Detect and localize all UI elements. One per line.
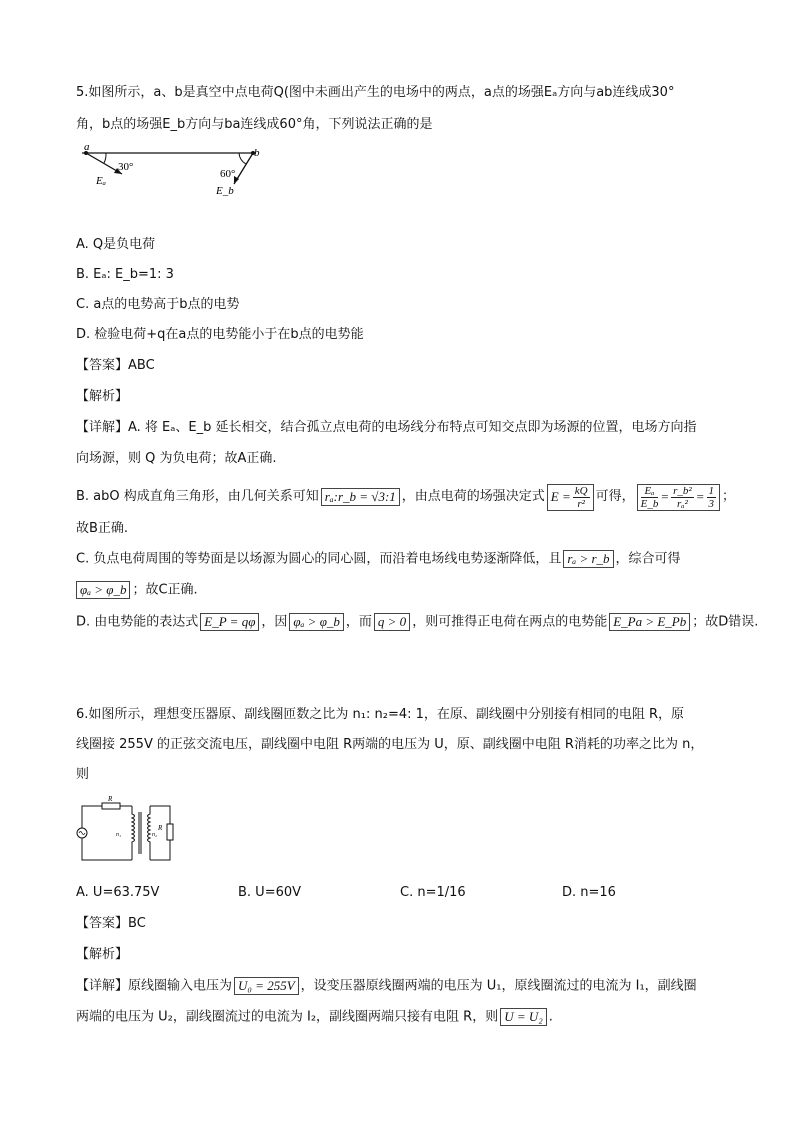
q6-fig-r1: R	[108, 796, 113, 803]
q5-fre-m-den: rₐ²	[677, 497, 688, 510]
q5-formula-field-num: kQ	[574, 484, 588, 497]
q5-fre-r-num: 1	[708, 484, 714, 497]
q6-detail1-end: ，设变压器原线圈两端的电压为 U₁，原线圈流过的电流为 I₁，副线圈	[300, 978, 697, 994]
q5-fre-r-den: 3	[708, 497, 714, 510]
q6-detail2-end: .	[548, 1009, 553, 1025]
q6-circuit-figure	[76, 796, 180, 866]
q5-answer: 【答案】ABC	[76, 358, 155, 373]
q5-formula-r-compare: rₐ > r_b	[563, 550, 613, 568]
q6-fig-n2: n₂	[152, 832, 158, 838]
q5-figure	[76, 142, 276, 204]
q5-detail-d	[76, 613, 758, 632]
q5-detail-b	[76, 484, 735, 510]
q5-detail-d-end: ；故D错误.	[692, 614, 759, 630]
q5-formula-ep: E_P = qφ	[200, 613, 259, 631]
q5-detail-a-line1: 【详解】A. 将 Eₐ、E_b 延长相交，结合孤立点电荷的电场线分布特点可知交点即为场源的位置，电场方向指	[76, 420, 697, 435]
q5-option-d: D. 检验电荷+q在a点的电势能小于在b点的电势能	[76, 327, 364, 342]
q5-fre-l-den: E_b	[640, 497, 659, 510]
q5-formula-epa: E_Pa > E_Pb	[609, 613, 690, 631]
q5-formula-field-den: r²	[577, 497, 585, 510]
q5-detail-b-end: ；	[722, 489, 736, 504]
q6-fig-n1: n₁	[116, 832, 122, 838]
q6-option-b: B. U=60V	[238, 885, 302, 900]
q5-detail-d-pre: D. 由电势能的表达式	[76, 614, 199, 630]
q6-analysis-head: 【解析】	[76, 947, 129, 962]
q5-stem-line2: 角，b点的场强E_b方向与ba连线成60°角，下列说法正确的是	[76, 117, 433, 132]
q5-fig-b: b	[254, 147, 260, 159]
q5-detail-a-line2: 向场源，则 Q 为负电荷；故A正确.	[76, 451, 277, 466]
q5-detail-d-mid: ，因	[261, 614, 288, 630]
q5-analysis-head: 【解析】	[76, 389, 129, 404]
q5-formula-ratio-e-mid	[671, 485, 694, 510]
q5-formula-field-lhs: E =	[550, 489, 571, 504]
q5-fig-angle-a: 30°	[118, 161, 134, 173]
q6-fig-r2: R	[158, 824, 163, 832]
q6-detail2-pre: 两端的电压为 U₂，副线圈流过的电流为 I₂，副线圈两端只接有电阻 R，则	[76, 1009, 499, 1025]
q5-detail-b-mid2: 可得，	[595, 489, 635, 504]
q5-option-c: C. a点的电势高于b点的电势	[76, 297, 240, 312]
q5-formula-q: q > 0	[374, 613, 410, 631]
q6-detail-line2	[76, 1008, 553, 1027]
q5-detail-d-mid2: ，而	[345, 614, 372, 630]
q6-detail1-pre: 【详解】原线圈输入电压为	[76, 978, 233, 994]
q5-formula-field	[547, 484, 594, 511]
q5-fig-ea: Eₐ	[96, 175, 106, 187]
q5-fig-angle-b: 60°	[220, 168, 236, 180]
q5-formula-ratio-e: $\frac{\text{Eₐ}}{E\_b}$ = $\frac{\text{r\_b²}}{\text{rₐ²}}$ = $\frac{1}{3}$	[637, 484, 720, 511]
q5-detail-b-pre: B. abO 构成直角三角形，由几何关系可知	[76, 489, 319, 504]
q5-detail-c	[76, 550, 681, 569]
q6-stem-line1: 6.如图所示，理想变压器原、副线圈匝数之比为 n₁: n₂=4: 1，在原、副线圈中分别接有相同的电阻 R，原	[76, 707, 685, 722]
q6-option-a: A. U=63.75V	[76, 885, 160, 900]
q6-formula-u0: U₀ = 255V	[234, 977, 299, 995]
q6-option-c: C. n=1/16	[400, 885, 466, 900]
q5-option-b: B. Eₐ: E_b=1: 3	[76, 267, 174, 282]
q5-fig-eb: E_b	[216, 185, 234, 197]
q5-formula-field-frac	[573, 485, 590, 510]
q5-detail-c-end2: ；故C正确.	[132, 582, 198, 598]
q6-formula-u-eq-u2: U = U₂	[500, 1008, 547, 1026]
q5-formula-ratio-r: rₐ:r_b = √3:1	[321, 488, 400, 506]
q5-formula-phi: φₐ > φ_b	[289, 613, 343, 631]
q6-option-d: D. n=16	[562, 885, 616, 900]
q6-stem-line3: 则	[76, 767, 90, 782]
q5-fre-l-num: Eₐ	[641, 485, 659, 498]
q5-detail-b-mid: ，由点电荷的场强决定式	[401, 489, 545, 504]
q6-answer: 【答案】BC	[76, 916, 146, 931]
q5-detail-d-mid3: ，则可推得正电荷在两点的电势能	[412, 614, 608, 630]
q6-detail-line1	[76, 977, 697, 996]
q5-detail-c-pre: C. 负点电荷周围的等势面是以场源为圆心的同心圆，而沿着电场线电势逐渐降低，且	[76, 551, 562, 567]
q5-fre-m-num: r_b²	[673, 484, 692, 497]
q5-detail-b-line2: 故B正确.	[76, 521, 129, 536]
q5-detail-c-end: ，综合可得	[615, 551, 681, 567]
q5-option-a: A. Q是负电荷	[76, 237, 156, 252]
q6-stem-line2: 线圈接 255V 的正弦交流电压，副线圈中电阻 R两端的电压为 U，原、副线圈中电阻 R消耗的功率之比为 n，	[76, 737, 704, 752]
q5-detail-c-line2	[76, 581, 198, 600]
q5-formula-ratio-e-left	[641, 485, 659, 510]
q5-fig-a: a	[84, 142, 90, 153]
q5-formula-phi-compare: φₐ > φ_b	[76, 581, 130, 599]
q5-formula-ratio-e-right	[707, 485, 717, 510]
q5-stem-line1: 5.如图所示，a、b是真空中点电荷Q(图中未画出产生的电场中的两点，a点的场强Eₐ方向与ab连线成30°	[76, 85, 675, 100]
